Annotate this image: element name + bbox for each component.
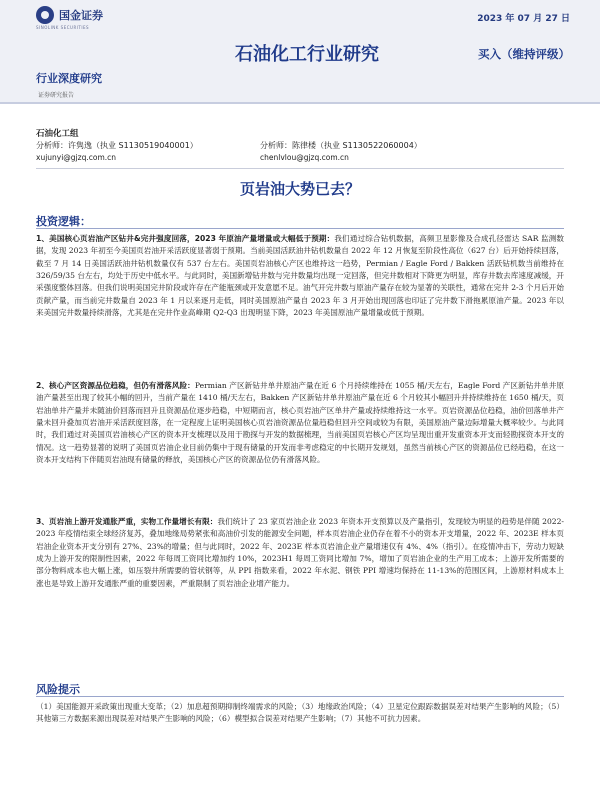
analyst-2-email[interactable]: chenlvlou@gjzq.com.cn bbox=[260, 153, 349, 162]
paragraph-2-lead: 2、核心产区资源品位趋稳，但仍有滑落风险： bbox=[36, 381, 195, 390]
rating-badge: 买入（维持评级） bbox=[478, 47, 570, 61]
risk-paragraph: （1）美国能源开采政策出现重大变革；（2）加息超预期抑制终端需求的风险；（3）地缘政治风险；（4）卫星定位跟踪数据误差对结果产生影响的风险；（5）其他第三方数据来源出现误差对结果产生影响的风险；（6）模型拟合误差对结果产生影响；（7）其他不可抗力因素。 bbox=[36, 702, 564, 724]
report-type: 行业深度研究 bbox=[36, 72, 102, 85]
company-logo bbox=[36, 6, 103, 24]
analyst-2-name: 分析师：陈律楼（执业 S1130522060004） bbox=[260, 141, 422, 150]
paragraph-2-text: Permian 产区新钻井单井原油产量在近 6 个月持续维持在 1055 桶/天左右，Eagle Ford 产区新钻井单井原油产量甚至出现了较其小幅的回升，当前产量在 1410 桶/天左右，Bakken 产区新钻井单井原油产量在近 6 个月较其小幅回升并持续维持在 1650 桶/天，页岩油单井产量并未随油价回落而回升且资源品位逐步趋稳，中短期而言，核心页岩油产区单井产量或持续维持这一水平。页岩资源品位趋稳，油价回落单井产量未回升叠加页岩油开采活跃度回落，在一定程度上证明美国核心页岩油资源品位量趋稳但回升空间或较为有限，美国原油产量边际增量大概率较少。与此同时，我们通过对美国页岩油核心产区的资本开支梳理以及用于勘探与开发的数据梳理，当前美国页岩核心产区均呈现出重开发重资本开支而轻勘探资本开支的情况。这一趋势显著的说明了美国页岩油企业目前仍集中于现有储量的开发而非考虑稳定的中长期开发规划，虽然当前核心产区的资源品位已经趋稳，在这一资本开支结构下伴随页岩油现有储量的释放，美国核心产区的资源品位仍有滑落风险。 bbox=[36, 381, 564, 465]
logo-icon bbox=[36, 6, 54, 24]
investment-logic-heading: 投资逻辑： bbox=[36, 215, 91, 228]
risk-heading: 风险提示 bbox=[36, 683, 80, 696]
logic-paragraph-3 bbox=[36, 516, 564, 590]
analyst-1-email[interactable]: xujunyi@gjzq.com.cn bbox=[36, 153, 117, 162]
section-rule bbox=[36, 228, 564, 229]
logic-paragraph-1 bbox=[36, 233, 564, 319]
paragraph-3-lead: 3、页岩油上游开发通胀严重，实物工作量增长有限： bbox=[36, 517, 218, 526]
report-headline: 页岩油大势已去？ bbox=[239, 180, 360, 198]
analyst-1-name: 分析师：许隽逸（执业 S1130519040001） bbox=[36, 141, 198, 150]
logic-paragraph-2 bbox=[36, 380, 564, 466]
report-date: 2023 年 07 月 27 日 bbox=[477, 14, 570, 24]
analyst-divider bbox=[36, 168, 564, 169]
logo-subtext: SINOLINK SECURITIES bbox=[36, 25, 90, 30]
report-kind: 证券研究报告 bbox=[38, 92, 75, 99]
research-group: 石油化工组 bbox=[36, 129, 79, 139]
report-header bbox=[0, 0, 600, 104]
paragraph-1-lead: 1、美国核心页岩油产区钻井&完井强度回落，2023 年原油产量增量或大幅低于预期： bbox=[36, 234, 335, 243]
logo-text: 国金证券 bbox=[59, 9, 103, 22]
section-rule bbox=[36, 696, 564, 697]
paragraph-3-text: 我们统计了 23 家页岩油企业 2023 年资本开支预算以及产量指引，发现较为明显的趋势是伴随 2022-2023 年疫情结束全球经济复苏，叠加地缘局势紧张和高油价引发的能源安全问题，样本页岩油企业仍存在着不小的资本开支增量，2022 年、2023E 样本页岩油企业资本开支分别有 27%、23%的增量；但与此同时，2022 年、2023E 样本页岩油企业产量增速仅有 4%、4%（指引）。在疫情冲击下，劳动力短缺成为上游开发的限制性因素，2022 年每周工资同比增加约 10%，2023H1 每周工资同比增加 7%，增加了页岩油企业的生产用工成本；上游开发所需要的部分物料成本也大幅上涨，如压裂井所需要的管状钢等，从 PPI 指数来看，2022 年水泥、钢铁 PPI 增速均保持在 11-13%的范围区间，上游原材料成本上涨也是导致上游开发通胀严重的重要因素，严重限制了页岩油企业增产能力。 bbox=[36, 517, 565, 588]
report-title: 石油化工行业研究 bbox=[235, 44, 379, 65]
paragraph-1-text: 我们通过综合钻机数据，高频卫星影像及合成孔径雷达 SAR 监测数据，发现 2023 年初至今美国页岩油开采活跃度显著弱于预期。当前美国活跃油井钻机数量自 2022 年 12 月恢复至阶段性高位（627 台）后开始持续回落，截至 7 月 14 日美国活跃油井钻机数量仅有 537 台左右。美国页岩油核心产区也维持这一趋势，Permian / Eagle Ford / Bakken 活跃钻机数当前维持在 326/59/35 台左右，均处于历史中低水平。与此同时，美国新增钻井数与完井数量均出现一定回落，但完井数相对下降更为明显，库存井数去库速度减缓，开采强度整体回落。但我们说明美国完井阶段或许存在产能瓶颈或开发意愿不足。油气开完井数与原油产量存在较为显著的关联性，通常在完井 2-3 个月后开始贡献产量，而当前完井数量自 2023 年 1 月以来逐月走低，同时美国原油产量自 2023 年 3 月开始出现回落也印证了完井数下滑拖累原油产量。2023 年以来美国完井数量持续滑落，尤其是在完井作业高峰期 Q2-Q3 出现明显下降，2023 年美国原油产量增量或低于预期。 bbox=[36, 234, 564, 318]
